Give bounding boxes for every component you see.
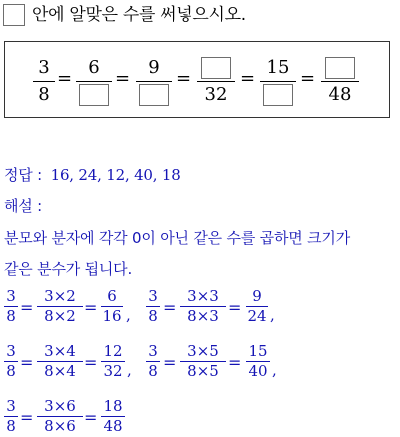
answer-colon: : (37, 166, 43, 184)
solution-fraction (101, 397, 125, 436)
solution-fraction (180, 287, 226, 326)
question-fraction-2 (76, 55, 112, 108)
equals-sign: = (84, 353, 98, 372)
answer-values: 16, 24, 12, 40, 18 (50, 166, 181, 184)
denominator-blank[interactable] (79, 82, 109, 108)
numerator: 3×3 (187, 287, 219, 305)
comma: , (126, 306, 131, 324)
equals-sign: = (115, 68, 131, 89)
denominator: 8 (6, 362, 16, 380)
question-fraction-4 (197, 55, 235, 108)
numerator: 3 (6, 397, 16, 415)
numerator: 3×5 (187, 342, 219, 360)
denominator: 8 (6, 307, 16, 325)
numerator: 3×2 (44, 287, 76, 305)
instruction-text: 안에 알맞은 수를 써넣으시오. (32, 5, 246, 25)
denominator: 8×2 (44, 307, 76, 325)
comma: , (270, 306, 275, 324)
numerator: 15 (248, 342, 268, 360)
numerator: 3 (148, 287, 158, 305)
answer-blank-box[interactable] (201, 57, 231, 79)
solution-fraction (4, 342, 18, 381)
denominator-blank[interactable] (263, 82, 293, 108)
explanation-label: 해설 (4, 197, 33, 215)
equals-sign: = (84, 298, 98, 317)
numerator: 3 (6, 342, 16, 360)
solution-fraction (246, 287, 268, 326)
equals-sign: = (300, 68, 316, 89)
solution-fraction (4, 287, 18, 326)
equals-sign: = (20, 408, 34, 427)
answer-blank-box[interactable] (325, 57, 355, 79)
solution-fraction (180, 342, 226, 381)
numerator: 9 (252, 287, 262, 305)
equals-sign: = (163, 298, 177, 317)
numerator-blank[interactable] (201, 55, 231, 81)
denominator: 8×5 (187, 362, 219, 380)
question-fraction-6 (321, 55, 359, 108)
equals-sign: = (240, 68, 256, 89)
solution-fraction (246, 342, 270, 381)
answer-line (4, 165, 181, 185)
solution-fraction (37, 342, 83, 381)
solution-fraction (146, 342, 160, 381)
numerator: 9 (148, 57, 160, 78)
numerator: 3 (148, 342, 158, 360)
equals-sign: = (228, 353, 242, 372)
numerator: 6 (88, 57, 100, 78)
numerator: 3 (6, 287, 16, 305)
numerator: 18 (103, 397, 123, 415)
explanation-colon: : (37, 197, 43, 215)
numerator: 6 (107, 287, 117, 305)
question-box (4, 41, 390, 118)
solution-fraction (101, 342, 125, 381)
denominator: 8 (6, 417, 16, 435)
solution-fraction (37, 397, 83, 436)
solution-fraction (146, 287, 160, 326)
denominator: 40 (248, 362, 268, 380)
comma: , (272, 361, 277, 379)
denominator: 32 (103, 362, 123, 380)
denominator: 8×4 (44, 362, 76, 380)
question-fraction-5 (260, 55, 296, 108)
denominator: 8×3 (187, 307, 219, 325)
question-fraction-3 (136, 55, 172, 108)
denominator: 16 (102, 307, 122, 325)
answer-blank-box[interactable] (139, 84, 169, 106)
equals-sign: = (57, 68, 73, 89)
answer-blank-box[interactable] (263, 84, 293, 106)
explanation-line-2: 같은 분수가 됩니다. (4, 260, 133, 278)
explanation-heading (4, 196, 42, 216)
denominator: 48 (328, 84, 352, 105)
comma: , (127, 361, 132, 379)
solution-fraction (4, 397, 18, 436)
explanation-line-1: 분모와 분자에 각각 0이 아닌 같은 수를 곱하면 크기가 (4, 229, 350, 247)
denominator-blank[interactable] (139, 82, 169, 108)
numerator: 12 (103, 342, 123, 360)
numerator: 3 (38, 57, 50, 78)
denominator: 8×6 (44, 417, 76, 435)
numerator: 15 (266, 57, 290, 78)
denominator: 8 (148, 307, 158, 325)
equals-sign: = (20, 298, 34, 317)
numerator-blank[interactable] (325, 55, 355, 81)
equals-sign: = (163, 353, 177, 372)
denominator: 8 (148, 362, 158, 380)
denominator: 24 (247, 307, 267, 325)
question-fraction-1 (33, 55, 55, 108)
solution-fraction (101, 287, 123, 326)
denominator: 32 (204, 84, 228, 105)
equals-sign: = (176, 68, 192, 89)
equals-sign: = (20, 353, 34, 372)
solution-fraction (37, 287, 83, 326)
denominator: 8 (38, 84, 50, 105)
answer-blank-box[interactable] (79, 84, 109, 106)
equals-sign: = (84, 408, 98, 427)
equals-sign: = (228, 298, 242, 317)
numerator: 3×4 (44, 342, 76, 360)
numerator: 3×6 (44, 397, 76, 415)
blank-box-icon (3, 4, 25, 26)
answer-label: 정답 (4, 166, 33, 184)
denominator: 48 (103, 417, 123, 435)
